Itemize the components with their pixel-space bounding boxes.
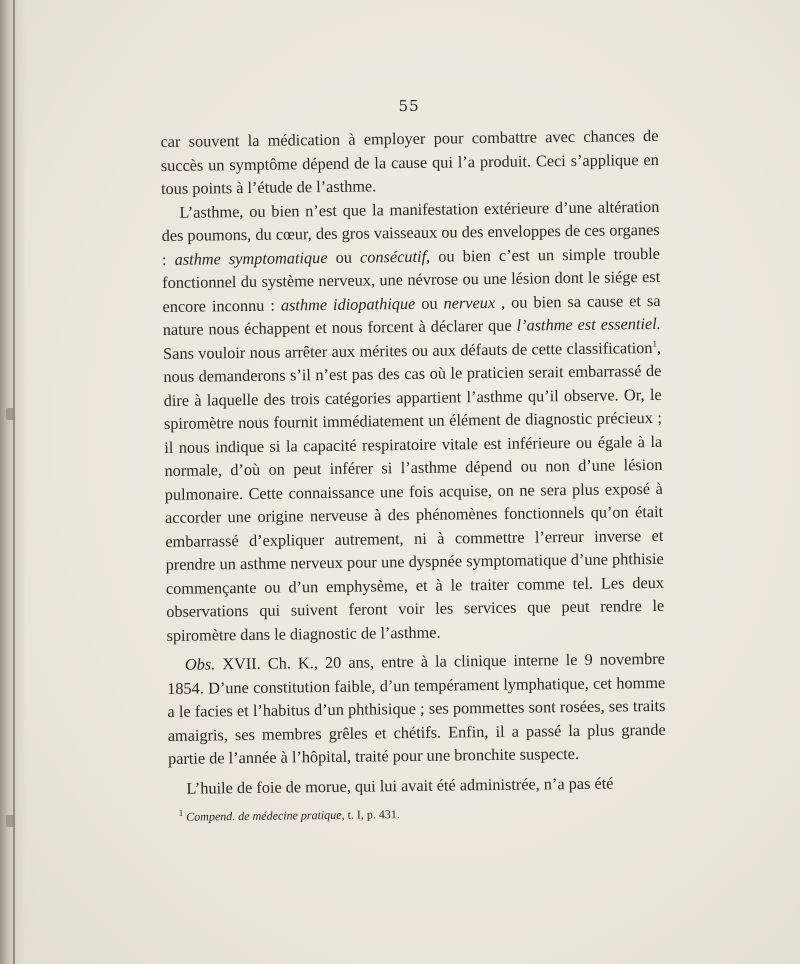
italic-term: consécutif, [359,246,431,267]
edge-stain-mark [6,815,15,827]
book-page [160,94,667,825]
text-span: ou bien sa cause et sa nature nous échappent et nous forcent à déclarer que [162,290,661,339]
italic-term: asthme symptomatique [174,247,328,269]
paragraph [160,124,659,201]
text-span: XVII. Ch. K., 20 ans, entre à la clinique interne le 9 novembre 1854. D’une constitution faible, d’un tempérament lymphatique, cet homme a le facies et l’habitus d’un phthisique ; ses pommettes sont rosées, ses traits amaigris, ses membres grêles et chétifs. Enfin, il a passé la plus grande partie de l’année à l’hôpital, traité pour une bronchite suspecte. [167,648,666,768]
observation-label: Obs. [184,654,216,674]
text-span: ou bien c’est un simple trouble fonctionnel du système nerveux, une névrose ou une lésion dont le siége est encore inconnu : [162,243,661,316]
text-span: ou [327,247,361,267]
text-span: L’huile de foie de morue, qui lui avait été administrée, n’a pas été [186,773,614,798]
text-span: car souvent la médication à employer pour combattre avec chances de succès un symptôme dépend de la cause qui l’a produit. Ceci s’applique en tous points à l’étude de l’asthme. [160,125,659,198]
italic-term: asthme idiopathique [280,293,416,315]
italic-term: nerveux , [443,292,506,313]
text-span: Sans vouloir nous arrêter aux mérites ou aux défauts de cette classification [162,337,653,363]
footnote-ref-text: , t. I, p. 431. [341,807,400,822]
observation-paragraph [167,647,666,771]
footnote-title: Compend. de médecine pratique [186,807,342,824]
page-body [160,124,666,800]
italic-term: l’asthme est essentiel. [516,313,661,335]
footnote-ref: 1 [652,338,657,349]
edge-stain-mark [6,408,15,420]
text-span: ou [415,293,444,313]
paragraph [161,194,664,647]
page-number: 55 [398,96,420,116]
text-span: L’asthme, ou bien n’est que la manifestation extérieure d’une altération des poumons, du cœur, des gros vaisseaux ou des enveloppes de ces organes : [161,196,660,269]
footnote-marker: 1 [178,807,184,818]
text-span: , nous demanderons s’il n’est pas des cas où le praticien serait embarrassé de dire à laquelle des trois catégories appartient l’asthme qu’il observe. Or, le spiromètre nous fournit immédiatement un élément de diagnostic précieux ; il nous indique si la capacité respiratoire vitale est inférieure ou égale à la normale, d’où on peut inférer si l’asthme dépend ou non d’une lésion pulmonaire. Cette connaissance une fois acquise, on ne sera plus exposé à accorder une origine nerveuse à des phénomènes fonctionnels qu’on était embarrassé d’expliquer autrement, ni à commettre l’erreur inverse et prendre un asthme nerveux pour une dyspnée symptomatique d’une phthisie commençante ou d’un emphysème, et à le traiter comme tel. Les deux observations qui suivent feront voir les services que peut rendre le spiromètre dans le diagnostic de l’asthme. [163,337,665,645]
paragraph [168,770,666,800]
